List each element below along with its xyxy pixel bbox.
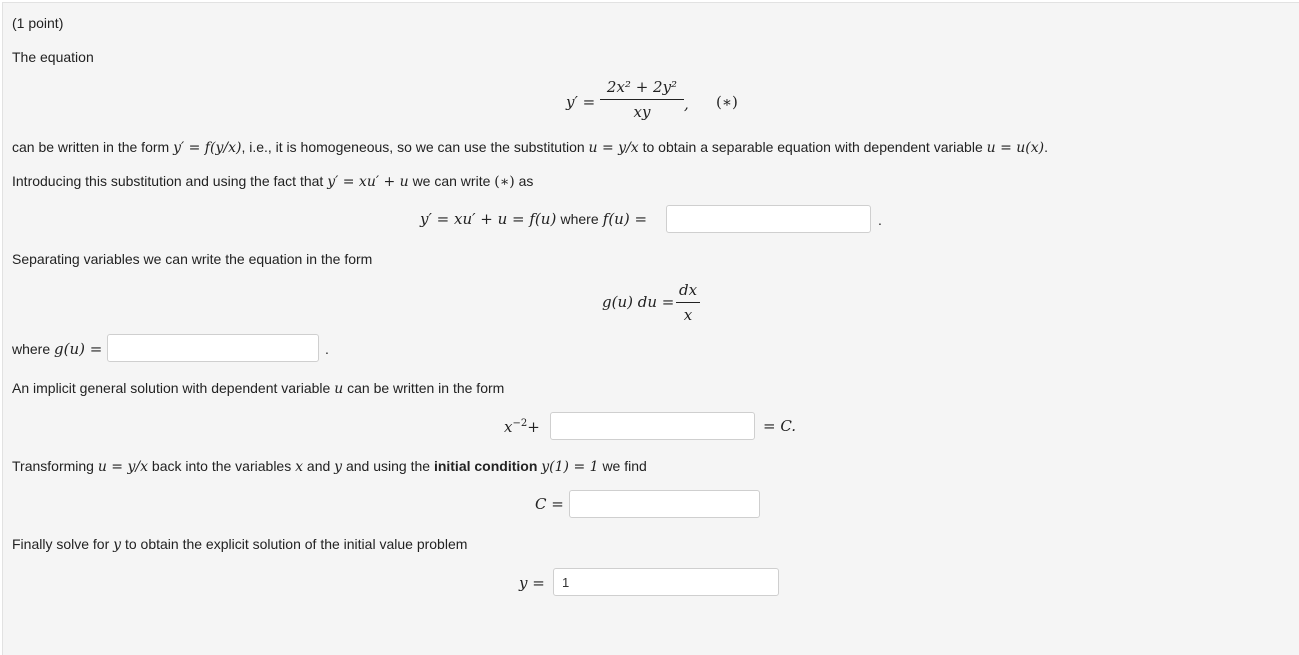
text: back into the variables: [151, 458, 292, 474]
text: to obtain a separable equation with dependent variable: [642, 139, 983, 155]
text: to obtain the explicit solution of the initial value problem: [124, 536, 468, 552]
equation-lhs: y′ =: [566, 93, 596, 111]
implicit-term-input[interactable]: [550, 412, 755, 440]
math: y: [113, 537, 122, 553]
sep-equation-lhs: g(u) du =: [602, 293, 675, 311]
fraction-bar: [676, 302, 700, 303]
points-label: (1 point): [12, 15, 64, 31]
math: f(u) =: [602, 210, 648, 228]
equation-denominator: xy: [633, 103, 651, 121]
dot: .: [325, 341, 329, 357]
text: .: [1044, 139, 1049, 155]
equation-fraction: [600, 78, 684, 121]
text: , i.e., it is homogeneous, so we can use the substitution: [241, 139, 585, 155]
text: where: [12, 341, 51, 357]
math: (∗): [494, 174, 515, 190]
text: we find: [602, 458, 647, 474]
c-label: C =: [535, 495, 564, 513]
math: u = y/x: [97, 459, 149, 475]
separating-text: Separating variables we can write the equation in the form: [12, 251, 373, 267]
substitution-sentence: [12, 173, 533, 190]
math: x: [295, 459, 304, 475]
g-u-input[interactable]: [107, 334, 319, 362]
text: Transforming: [12, 458, 94, 474]
intro-text: The equation: [12, 49, 94, 65]
text: Introducing this substitution and using the fact that: [12, 173, 324, 189]
dot: .: [878, 212, 882, 228]
math: y′ = xu′ + u: [327, 174, 409, 190]
y-label: y =: [519, 574, 545, 592]
equation-tag: (∗): [716, 93, 738, 111]
sep-denominator: x: [683, 306, 693, 324]
plus: +: [527, 418, 540, 436]
sep-fraction: [676, 281, 700, 324]
gu-label: [12, 340, 102, 358]
text: An implicit general solution with dependent variable: [12, 380, 331, 396]
math: y: [334, 459, 343, 475]
text: we can write: [412, 173, 491, 189]
c-input[interactable]: [569, 490, 760, 518]
initial-condition-label: initial condition: [433, 458, 538, 474]
math: u: [334, 381, 344, 397]
fraction-bar: [600, 99, 684, 100]
implicit-text: [12, 380, 504, 397]
math: y(1) = 1: [541, 459, 599, 475]
math: y′ = xu′ + u = f(u): [420, 210, 557, 228]
text: can be written in the form: [347, 380, 505, 396]
text: and: [306, 458, 331, 474]
implicit-rhs: = C.: [763, 417, 797, 435]
f-u-input[interactable]: [666, 205, 871, 233]
sep-numerator: dx: [678, 281, 698, 299]
finally-text: [12, 536, 467, 553]
text: Finally solve for: [12, 536, 110, 552]
transform-text: [12, 458, 647, 475]
text: and using the: [345, 458, 431, 474]
math: g(u) =: [54, 340, 103, 358]
text: where: [560, 211, 599, 227]
equation-comma: ,: [684, 95, 689, 113]
math: u = y/x: [588, 140, 639, 156]
math: y′ = f(y/x): [173, 140, 242, 156]
math: u = u(x): [986, 140, 1045, 156]
equation-numerator: 2x² + 2y²: [606, 78, 678, 96]
implicit-lhs: [504, 418, 540, 436]
exponent: −2: [512, 418, 528, 429]
homogeneous-sentence: [12, 139, 1048, 156]
text: can be written in the form: [12, 139, 170, 155]
math: x: [504, 418, 513, 436]
y-input[interactable]: [553, 568, 779, 596]
fu-equation: [420, 210, 647, 228]
text: as: [518, 173, 534, 189]
